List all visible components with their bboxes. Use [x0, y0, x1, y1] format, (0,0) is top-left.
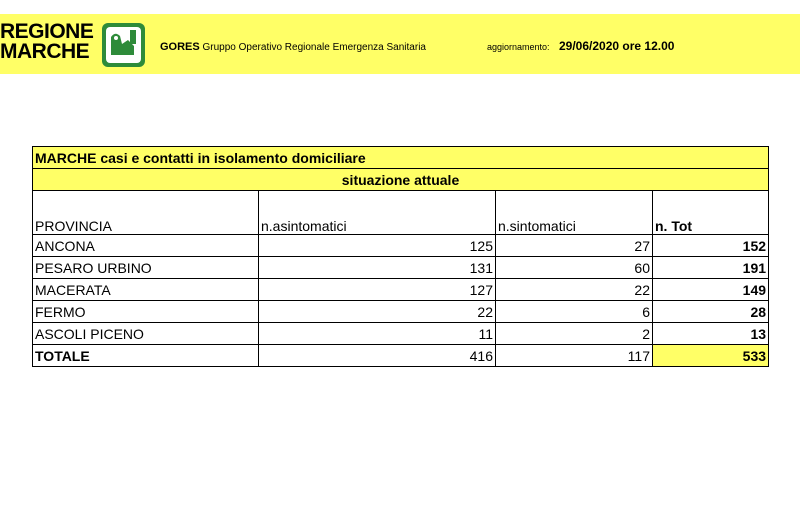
cell-tot: 152: [653, 235, 769, 257]
update-label: aggiornamento:: [487, 42, 550, 52]
cell-sintomatici: 6: [496, 301, 653, 323]
cell-tot: 191: [653, 257, 769, 279]
table-title: MARCHE casi e contatti in isolamento domiciliare: [33, 147, 769, 169]
cell-asintomatici: 131: [259, 257, 496, 279]
table-row: [33, 279, 769, 301]
table-row: [33, 235, 769, 257]
regione-marche-logo: [0, 22, 100, 62]
update-value: 29/06/2020 ore 12.00: [559, 39, 675, 53]
col-header-asintomatici: n.asintomatici: [259, 191, 496, 235]
total-asintomatici: 416: [259, 345, 496, 367]
cell-provincia: MACERATA: [33, 279, 259, 301]
cell-asintomatici: 11: [259, 323, 496, 345]
cell-asintomatici: 127: [259, 279, 496, 301]
cell-sintomatici: 27: [496, 235, 653, 257]
table-subtitle-row: [33, 169, 769, 191]
cell-tot: 28: [653, 301, 769, 323]
total-label: TOTALE: [33, 345, 259, 367]
grand-total: 533: [653, 345, 769, 367]
org-full: Gruppo Operativo Regionale Emergenza Sanitaria: [202, 42, 426, 53]
table-row: [33, 257, 769, 279]
cell-provincia: FERMO: [33, 301, 259, 323]
cell-provincia: ANCONA: [33, 235, 259, 257]
col-header-tot: n. Tot: [653, 191, 769, 235]
total-row: [33, 345, 769, 367]
table-subtitle: situazione attuale: [33, 169, 769, 191]
cell-asintomatici: 125: [259, 235, 496, 257]
table-title-row: [33, 147, 769, 169]
cell-tot: 149: [653, 279, 769, 301]
org-short: GORES: [160, 41, 200, 53]
cell-provincia: ASCOLI PICENO: [33, 323, 259, 345]
isolation-table: [32, 146, 769, 367]
col-header-sintomatici: n.sintomatici: [496, 191, 653, 235]
logo-line-2: MARCHE: [0, 40, 90, 63]
table-row: [33, 323, 769, 345]
cell-sintomatici: 22: [496, 279, 653, 301]
cell-provincia: PESARO URBINO: [33, 257, 259, 279]
column-header-row: [33, 191, 769, 235]
org-name: [160, 41, 426, 53]
marche-emblem-icon: [101, 22, 146, 68]
total-sintomatici: 117: [496, 345, 653, 367]
cell-asintomatici: 22: [259, 301, 496, 323]
table-row: [33, 301, 769, 323]
logo-line-1: REGIONE: [0, 20, 94, 43]
header-banner: [0, 14, 800, 74]
cell-sintomatici: 2: [496, 323, 653, 345]
cell-sintomatici: 60: [496, 257, 653, 279]
col-header-provincia: PROVINCIA: [33, 191, 259, 235]
cell-tot: 13: [653, 323, 769, 345]
